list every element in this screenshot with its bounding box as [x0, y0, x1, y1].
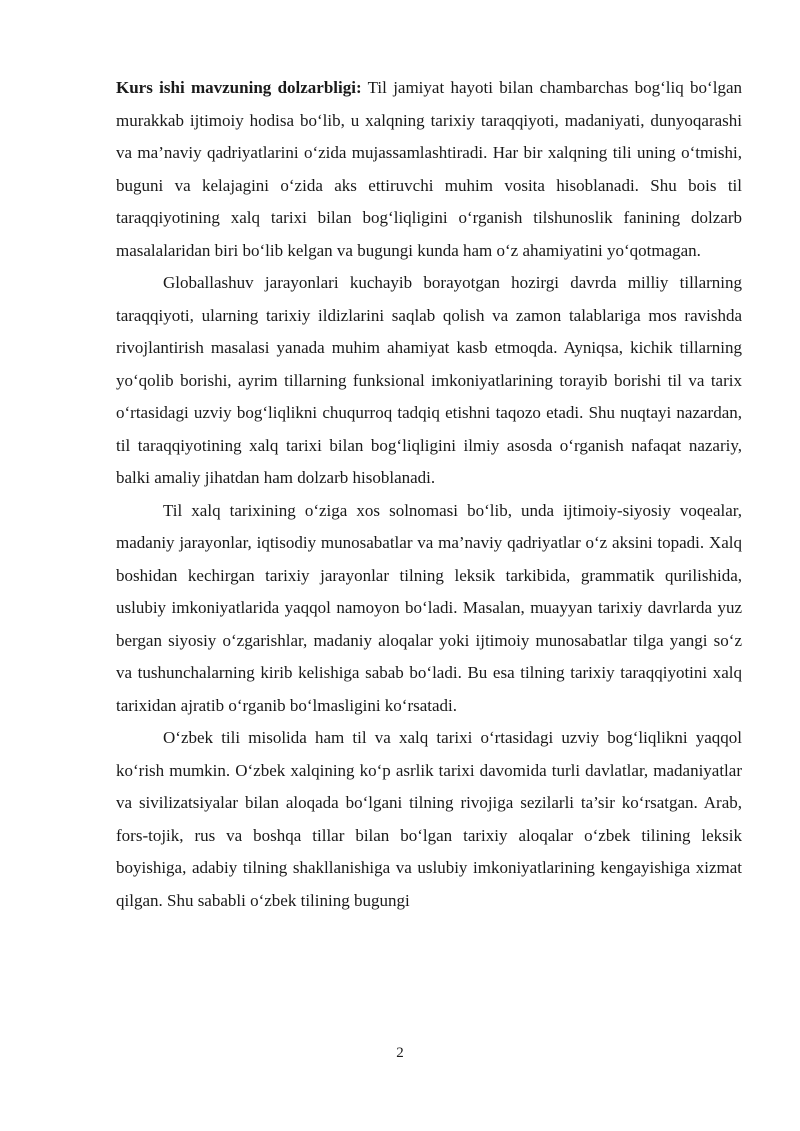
paragraph-uzbek-example: O‘zbek tili misolida ham til va xalq tarixi o‘rtasidagi uzviy bog‘liqlikni yaqqol ko‘rish mumkin. O‘zbek xalqining ko‘p asrlik tarixi davomida turli davlatlar, madaniyatlar va sivilizatsiyalar bilan aloqada bo‘lgani tilning rivojiga sezilarli ta’sir ko‘rsatgan. Arab, fors-tojik, rus va boshqa tillar bilan bo‘lgan tarixiy aloqalar o‘zbek tilining leksik boyishiga, adabiy tilning shakllanishiga va uslubiy imkoniyatlarining kengayishiga xizmat qilgan. Shu sababli o‘zbek tilining bugungi	[116, 728, 742, 910]
paragraph-text: Til jamiyat hayoti bilan chambarchas bog‘liq bo‘lgan murakkab ijtimoiy hodisa bo‘lib, u xalqning tarixiy taraqqiyoti, madaniyati, dunyoqarashi va ma’naviy qadriyatlarini o‘zida mujassamlashtiradi. Har bir xalqning tili uning o‘tmishi, buguni va kelajagini o‘zida aks ettiruvchi muhim vosita hisoblanadi. Shu bois til taraqqiyotining xalq tarixi bilan bog‘liqligini o‘rganish tilshunoslik fanining dolzarb masalalaridan biri bo‘lib kelgan va bugungi kunda ham o‘z ahamiyatini yo‘qotmagan.	[116, 78, 742, 260]
page-number: 2	[396, 1045, 404, 1061]
paragraph-bold-lead: Kurs ishi mavzuning dolzarbligi:	[116, 78, 362, 97]
paragraph-history-chronicle: Til xalq tarixining o‘ziga xos solnomasi bo‘lib, unda ijtimoiy-siyosiy voqealar, madaniy jarayonlar, iqtisodiy munosabatlar va ma’naviy qadriyatlar o‘z aksini topadi. Xalq boshidan kechirgan tarixiy jarayonlar tilning leksik tarkibida, grammatik qurilishida, uslubiy imkoniyatlarida yaqqol namoyon bo‘ladi. Masalan, muayyan tarixiy davrlarda yuz bergan siyosiy o‘zgarishlar, madaniy aloqalar yoki ijtimoiy munosabatlar tilga yangi so‘z va tushunchalarning kirib kelishiga sabab bo‘ladi. Bu esa tilning tarixiy taraqqiyotini xalq tarixidan ajratib o‘rganib bo‘lmasligini ko‘rsatadi.	[116, 500, 742, 715]
paragraph-globalization: Globallashuv jarayonlari kuchayib borayotgan hozirgi davrda milliy tillarning taraqqiyoti, ularning tarixiy ildizlarini saqlab qolish va zamon talablariga mos ravishda rivojlantirish masalasi yanada muhim ahamiyat kasb etmoqda. Ayniqsa, kichik tillarning yo‘qolib borishi, ayrim tillarning funksional imkoniyatlarining torayib borishi til va tarix o‘rtasidagi uzviy bog‘liqlikni chuqurroq tadqiq etishni taqozo etadi. Shu nuqtayi nazardan, til taraqqiyotining xalq tarixi bilan bog‘liqligini ilmiy asosda o‘rganish nafaqat nazariy, balki amaliy jihatdan ham dolzarb hisoblanadi.	[116, 273, 742, 487]
document-body	[116, 72, 742, 917]
paragraph-relevance	[116, 72, 742, 267]
